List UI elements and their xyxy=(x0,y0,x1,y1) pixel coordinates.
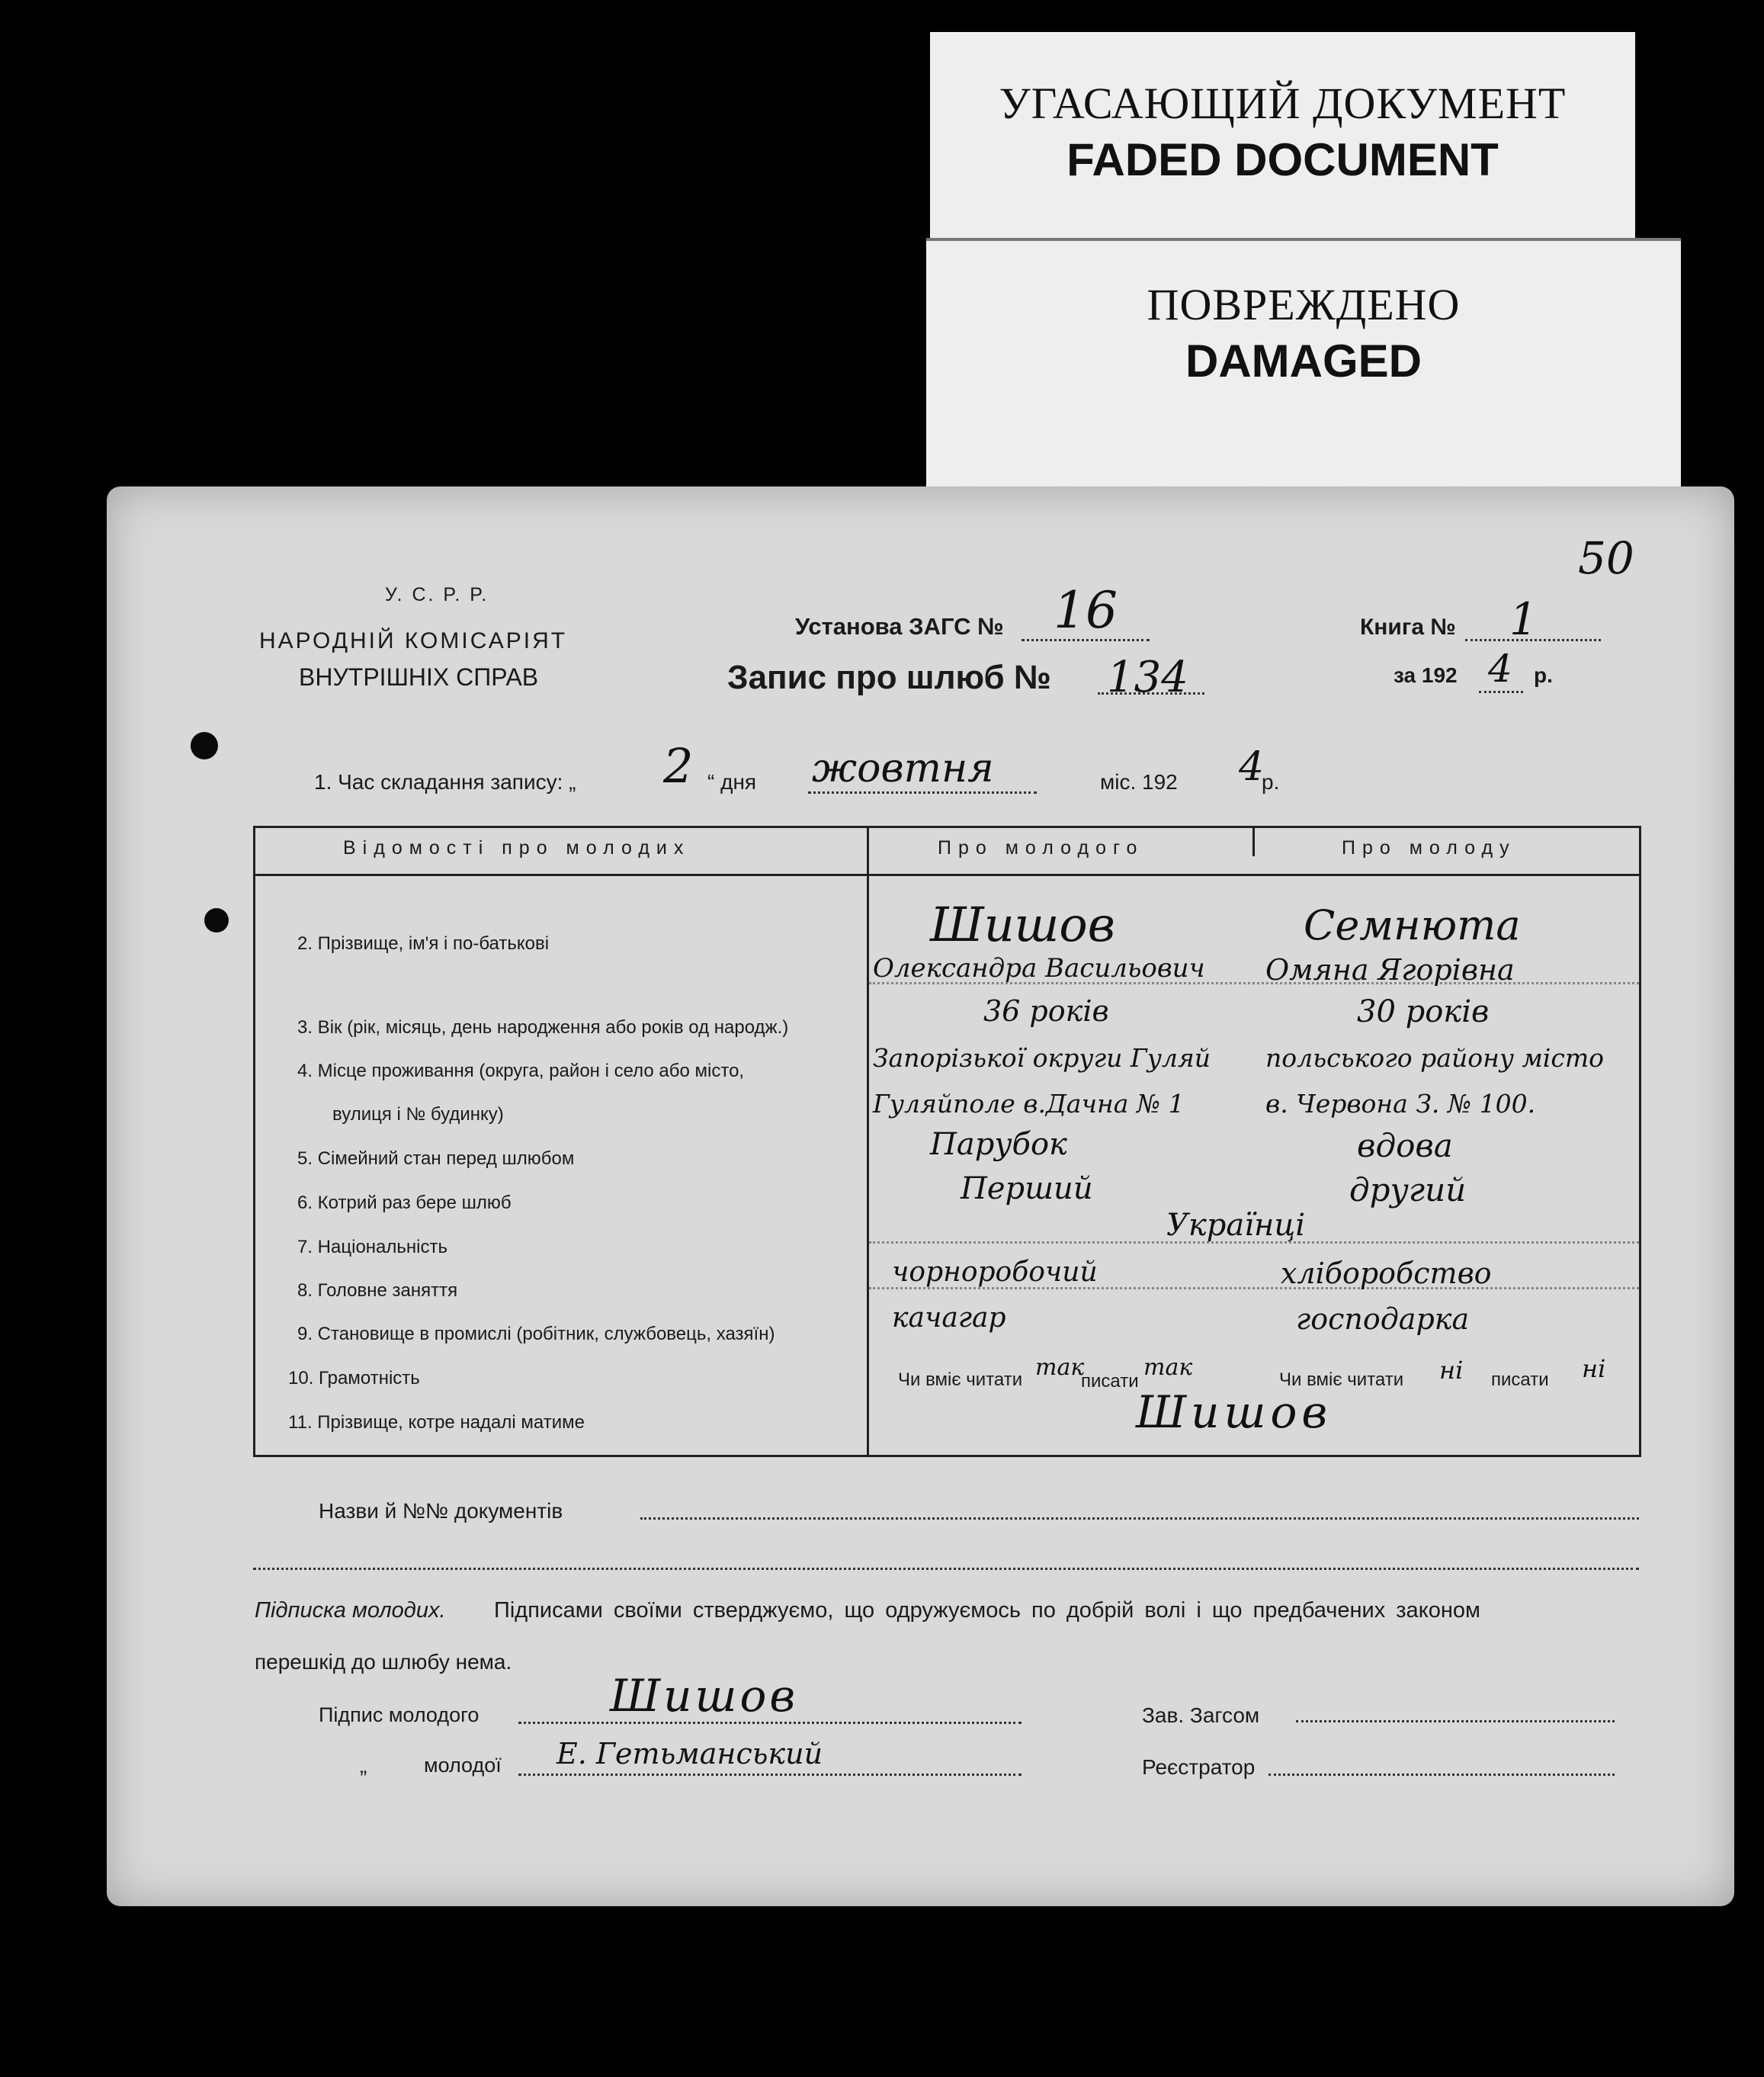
groom-marriage-count: Перший xyxy=(961,1171,1093,1206)
documents-line-2 xyxy=(253,1568,1639,1570)
groom-read-value: так xyxy=(1035,1354,1085,1381)
row-label-name: 2. Прізвище, ім'я і по-батькові xyxy=(297,933,550,954)
groom-read-label: Чи вміє читати xyxy=(898,1369,1023,1390)
zags-number: 16 xyxy=(1054,581,1118,640)
year-prefix: за 192 xyxy=(1394,663,1458,687)
table-header-border xyxy=(253,874,1639,876)
bride-write-value: ні xyxy=(1582,1354,1606,1383)
table-left-border xyxy=(253,826,255,1457)
table-divider-2 xyxy=(1252,826,1255,856)
record-year-digit: 4 xyxy=(1239,744,1265,790)
record-number: 134 xyxy=(1107,653,1188,702)
republic-abbrev: У. С. Р. Р. xyxy=(385,584,489,605)
marriage-record-sheet xyxy=(107,486,1734,1906)
bride-read-value: ні xyxy=(1439,1356,1464,1385)
record-day-suffix: “ дня xyxy=(707,770,757,794)
documents-label: Назви й №№ документів xyxy=(319,1499,563,1523)
table-divider-1 xyxy=(867,826,869,1457)
table-right-border xyxy=(1639,826,1641,1457)
future-surname: Шишов xyxy=(1136,1386,1333,1438)
bride-residence-2: в. Червона З. № 100. xyxy=(1265,1089,1536,1119)
groom-signature-label: Підпис молодого xyxy=(319,1703,479,1726)
bride-residence: польського району місто xyxy=(1265,1043,1605,1073)
bride-name: Омяна Ягорівна xyxy=(1265,953,1515,987)
year-line xyxy=(1479,691,1523,693)
column-info-header: Відомості про молодих xyxy=(343,837,691,859)
bride-age: 30 років xyxy=(1357,994,1490,1029)
zags-label: Установа ЗАГС № xyxy=(795,613,1004,640)
year-digit: 4 xyxy=(1488,647,1512,691)
row-label-marital: 5. Сімейний стан перед шлюбом xyxy=(297,1148,575,1169)
row-label-age: 3. Вік (рік, місяць, день народження або років од народж.) xyxy=(297,1017,789,1038)
faded-stamp-en: FADED DOCUMENT xyxy=(1066,134,1499,185)
groom-age: 36 років xyxy=(983,994,1109,1028)
damaged-stamp xyxy=(926,238,1681,489)
record-time-label: 1. Час складання запису: „ xyxy=(314,770,576,794)
groom-write-label: писати xyxy=(1081,1371,1139,1392)
row-label-marriage-count: 6. Котрий раз бере шлюб xyxy=(297,1193,512,1213)
commissariat-line1: НАРОДНІЙ КОМІСАРІЯТ xyxy=(259,628,568,653)
documents-line xyxy=(640,1517,1639,1520)
column-bride-header: Про молоду xyxy=(1342,837,1516,859)
nationality-both: Українці xyxy=(1166,1208,1306,1243)
faded-document-stamp xyxy=(930,32,1635,253)
record-year-suffix: р. xyxy=(1262,770,1280,794)
record-month-suffix: міс. 192 xyxy=(1100,770,1178,794)
book-number: 1 xyxy=(1509,593,1538,645)
row-label-future-surname: 11. Прізвище, котре надалі матиме xyxy=(288,1412,585,1433)
bride-signature: Е. Гетьманський xyxy=(556,1737,823,1770)
declaration-text-2: перешкід до шлюбу нема. xyxy=(255,1650,512,1674)
bride-write-label: писати xyxy=(1491,1369,1549,1390)
row-label-nationality: 7. Національність xyxy=(297,1237,447,1257)
groom-name: Олександра Васильович xyxy=(873,953,1205,984)
groom-residence-2: Гуляйполе в.Дачна № 1 xyxy=(873,1089,1185,1119)
groom-occupation: чорноробочий xyxy=(892,1257,1098,1288)
row-label-residence: 4. Місце проживання (округа, район і село або місто, xyxy=(297,1061,745,1081)
bride-marriage-count: другий xyxy=(1349,1171,1467,1209)
damaged-stamp-en: DAMAGED xyxy=(1185,335,1422,387)
bride-occupation: хліборобство xyxy=(1281,1257,1492,1290)
bride-signature-label: молодої xyxy=(424,1754,502,1777)
year-suffix: р. xyxy=(1534,663,1553,687)
column-groom-header: Про молодого xyxy=(938,837,1144,859)
bride-marital: вдова xyxy=(1357,1127,1453,1164)
punch-hole xyxy=(191,732,218,759)
row-label-residence-2: вулиця і № будинку) xyxy=(332,1104,504,1125)
row-label-position: 9. Становище в промислі (робітник, службовець, хазяїн) xyxy=(297,1324,775,1344)
row-label-literacy: 10. Грамотність xyxy=(288,1368,420,1388)
record-month: жовтня xyxy=(812,746,994,791)
groom-residence: Запорізької округи Гуляй xyxy=(873,1043,1211,1073)
groom-surname: Шишов xyxy=(930,897,1115,952)
record-day: 2 xyxy=(663,738,694,794)
groom-signature: Шишов xyxy=(610,1670,799,1722)
groom-write-value: так xyxy=(1143,1354,1193,1381)
book-label: Книга № xyxy=(1360,615,1456,640)
head-signature-line xyxy=(1296,1720,1615,1722)
registrar-signature-line xyxy=(1268,1774,1615,1776)
bride-read-label: Чи вміє читати xyxy=(1279,1369,1404,1390)
bride-signature-line xyxy=(518,1774,1022,1776)
bride-position: господарка xyxy=(1296,1302,1470,1336)
groom-position: качагар xyxy=(892,1302,1006,1334)
registrar-label: Реєстратор xyxy=(1142,1755,1256,1779)
page-number: 50 xyxy=(1578,532,1634,584)
commissariat-line2: ВНУТРІШНІХ СПРАВ xyxy=(299,663,539,691)
table-top-border xyxy=(253,826,1639,828)
record-title: Запис про шлюб № xyxy=(727,659,1051,696)
table-bottom-border xyxy=(253,1455,1639,1457)
row-label-occupation: 8. Головне заняття xyxy=(297,1280,458,1301)
declaration-title: Підписка молодих. xyxy=(255,1598,446,1623)
groom-signature-line xyxy=(518,1722,1022,1724)
declaration-text: Підписами своїми стверджуємо, що одружуємось по добрій волі і що предбачених законом xyxy=(494,1598,1480,1623)
punch-hole xyxy=(204,908,229,933)
damaged-stamp-ru: ПОВРЕЖДЕНО xyxy=(1147,280,1461,329)
head-label: Зав. Загсом xyxy=(1142,1703,1260,1727)
faded-stamp-ru: УГАСАЮЩИЙ ДОКУМЕНТ xyxy=(999,79,1567,128)
ditto-mark: „ xyxy=(360,1754,367,1777)
groom-marital: Парубок xyxy=(930,1127,1067,1162)
bride-surname: Семнюта xyxy=(1304,901,1521,949)
record-month-line xyxy=(808,791,1037,794)
